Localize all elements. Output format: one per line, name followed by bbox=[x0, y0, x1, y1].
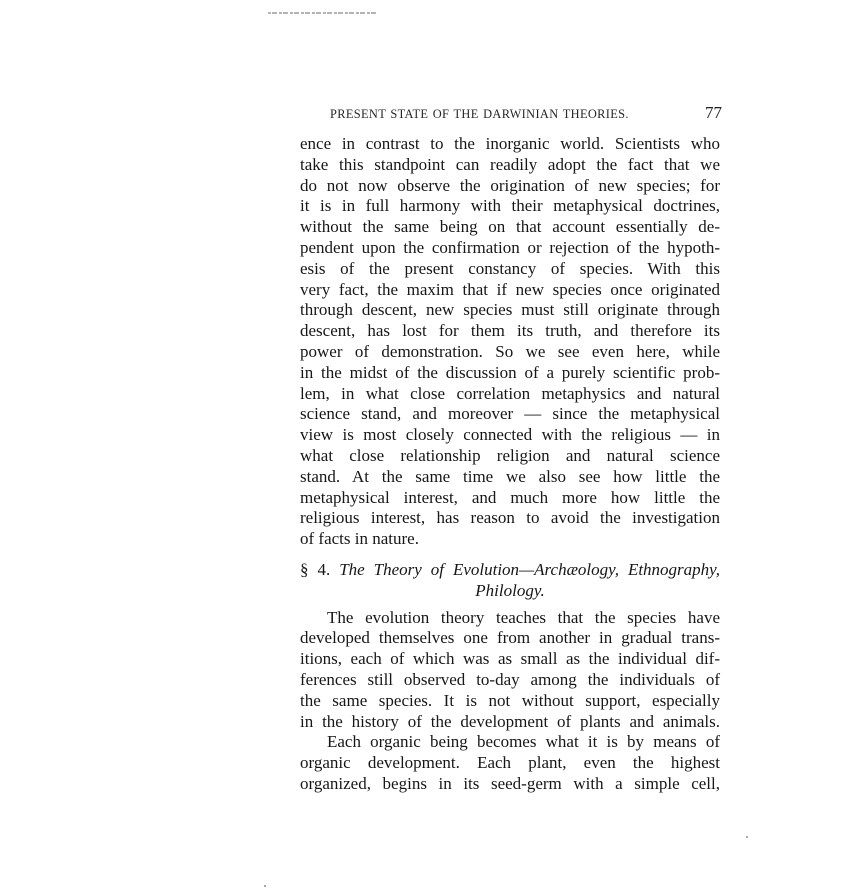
text-line: The evolution theory teaches that the species have bbox=[327, 607, 720, 627]
text-line: organic development. Each plant, even the highest bbox=[300, 753, 720, 773]
text-line: the same species. It is not without support, especially bbox=[300, 690, 720, 710]
text-line: in the midst of the discussion of a purely scientific prob- bbox=[300, 362, 720, 382]
text-line: it is in full harmony with their metaphysical doctrines, bbox=[300, 196, 720, 216]
text-line: through descent, new species must still originate through bbox=[300, 300, 720, 320]
section-subtitle: Philology. bbox=[475, 580, 545, 600]
text-line: organized, begins in its seed-germ with a simple cell, bbox=[300, 773, 720, 793]
text-line: science stand, and moreover — since the metaphysical bbox=[300, 404, 720, 424]
text-line: view is most closely connected with the religious — in bbox=[300, 425, 720, 445]
running-title: PRESENT STATE OF THE DARWINIAN THEORIES. bbox=[330, 107, 629, 121]
text-line: descent, has lost for them its truth, and therefore its bbox=[300, 321, 720, 341]
text-line: what close relationship religion and natural science bbox=[300, 445, 720, 465]
text-line: stand. At the same time we also see how little the bbox=[300, 466, 720, 486]
section-spacing bbox=[300, 550, 720, 560]
text-line: very fact, the maxim that if new species once originated bbox=[300, 279, 720, 299]
section-heading bbox=[300, 560, 720, 581]
section-title: The Theory of Evolution—Archæology, Ethnography, bbox=[339, 559, 721, 579]
text-line: religious interest, has reason to avoid the investigation bbox=[300, 508, 720, 528]
text-line: itions, each of which was as small as the individual dif- bbox=[300, 649, 720, 669]
text-line: pendent upon the confirmation or rejection of the hypoth- bbox=[300, 237, 720, 257]
text-line: power of demonstration. So we see even here, while bbox=[300, 341, 720, 361]
text-line: do not now observe the origination of new species; for bbox=[300, 175, 720, 195]
text-line: metaphysical interest, and much more how little the bbox=[300, 487, 720, 507]
text-line: Each organic being becomes what it is by means of bbox=[327, 732, 720, 752]
section-number: § 4. bbox=[300, 559, 331, 579]
text-line: developed themselves one from another in gradual trans- bbox=[300, 628, 720, 648]
text-line: take this standpoint can readily adopt the fact that we bbox=[300, 154, 720, 174]
text-line: lem, in what close correlation metaphysics and natural bbox=[300, 383, 720, 403]
scan-artifact-mark bbox=[268, 11, 376, 15]
text-line: of facts in nature. bbox=[300, 529, 419, 549]
main-text-block bbox=[300, 134, 720, 795]
scan-speck bbox=[264, 885, 266, 887]
text-line: in the history of the development of plants and animals. bbox=[300, 711, 720, 731]
page-header bbox=[330, 103, 722, 125]
text-line: ence in contrast to the inorganic world. Scientists who bbox=[300, 134, 720, 153]
text-line: esis of the present constancy of species. With this bbox=[300, 258, 720, 278]
scan-speck bbox=[746, 836, 748, 838]
text-line: without the same being on that account essentially de- bbox=[300, 217, 720, 237]
text-line: ferences still observed to-day among the individuals of bbox=[300, 669, 720, 689]
page-number: 77 bbox=[705, 103, 722, 122]
